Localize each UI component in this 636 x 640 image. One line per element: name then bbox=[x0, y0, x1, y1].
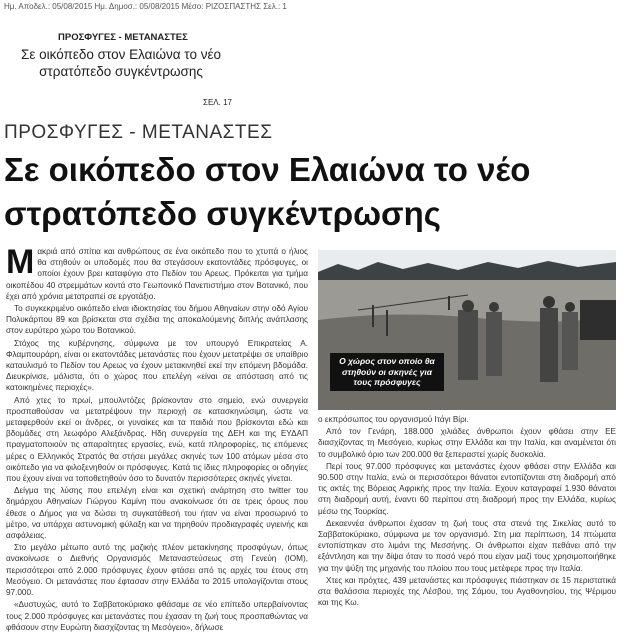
article-paragraph: Από τον Γενάρη, 188.000 χιλιάδες άνθρωποι έχουν φθάσει στην ΕΕ διασχίζοντας τη Μεσόγειο, κυρίως στην Ελλάδα και την Ιταλία, και αναμένεται ότι το συμβολικό όριο των 200.000 θα ξεπεραστεί χωρίς δυσκολία. bbox=[318, 427, 616, 459]
article-paragraph: Το συγκεκριμένο οικόπεδο είναι ιδιοκτησίας του δήμου Αθηναίων στην οδό Αγίου Πολυκάρπου 89 και βρίσκεται στα σχέδια της αποκαλούμενης διπλής ανάπλασης στον ευρύτερο χώρο του Βοτανικού. bbox=[6, 304, 308, 336]
clipping-meta-line: Ημ. Αποδελ.: 05/08/2015 Ημ. Δημοσ.: 05/08/2015 Μέσο: ΡΙΖΟΣΠΑΣΤΗΣ Σελ.: 1 bbox=[4, 2, 287, 11]
article-paragraph: Δείγμα της λύσης που επελέγη είναι και σχετική ανάρτηση στο twitter του δημάρχου Αθηναίων Γιώργου Καμίνη που ανακοίνωσε ότι σε τρεις όρους που έθεσε ο Δήμος για να δώσει τη συγκατάθεσή του ήταν να είναι προσωρινό το μέτρο, να υπάρχει αστυνομική φύλαξη και να τηρηθούν προδιαγραφές υγιεινής και ασφάλειας. bbox=[6, 486, 308, 541]
clipping-title: Σε οικόπεδο στον Ελαιώνα το νέο στρατόπεδο συγκέντρωσης bbox=[21, 47, 221, 79]
clipping-summary bbox=[18, 32, 224, 110]
drop-cap: Μ bbox=[6, 246, 35, 281]
article-left-column bbox=[6, 246, 308, 640]
article-paragraph: Χτες και πρόχτες, 439 μετανάστες και πρόσφυγες πιάστηκαν σε 15 περιστατικά στα θαλάσσια περιοχές της Λέσβου, της Σάμου, του Αγαθονησίου, της Ψέριμου και της Κω. bbox=[318, 575, 616, 608]
section-label: ΠΡΟΣΦΥΓΕΣ - ΜΕΤΑΝΑΣΤΕΣ bbox=[4, 122, 273, 143]
article-paragraph: Από χτες το πρωί, μπουλντόζες βρίσκονταν στο σημείο, ενώ συνεργεία προσπαθούσαν να μετατρέψουν την περιοχή σε κατασκηνώσιμη, ώστε να μεταφερθούν εκεί οι άνδρες, οι γυναίκες και τα παιδιά που βρίσκονται εδώ και βδομάδες στη λεωφόρο Αλεξάνδρας. Ηδη συνεργεία της ΔΕΗ και της ΕΥΔΑΠ πραγματοποιούν τις απαραίτητες εργασίες, ενώ, κατά πληροφορίες, τις επόμενες μέρες ο Ελληνικός Στρατός θα στήσει μεγάλες σκηνές των 100 ατόμων μέσα στο οικόπεδο για να φιλοξενηθούν οι πρόσφυγες. Κατά τις ίδιες πληροφορίες οι οδηγίες που έχουν είναι να τοποθετηθούν όσο το δυνατόν περισσότερες σκηνές γίνεται. bbox=[6, 395, 308, 484]
article-paragraph: «Δυστυχώς, αυτό το Σαββατοκύριακο φθάσαμε σε νέο επίπεδο υπερβαίνοντας τους 2.000 πρόσφυγες και μετανάστες που έχασαν τη ζωή τους προσπαθώντας να φθάσουν στην Ευρώπη διασχίζοντας τη Μεσόγειο», δήλωσε bbox=[6, 600, 308, 632]
photo-caption: Ο χώρος στον οποίο θα στηθούν οι σκηνές για τους πρόσφυγες bbox=[330, 353, 444, 391]
clipping-kicker: ΠΡΟΣΦΥΓΕΣ - ΜΕΤΑΝΑΣΤΕΣ bbox=[58, 32, 188, 43]
article-paragraph: ακριά από σπίτια και ανθρώπους σε ένα οικόπεδο που το χτυπά ο ήλιος θα στηθούν οι υποδομές που θα στεγάσουν εκατοντάδες πρόσφυγες, οι οποίοι έχουν βρει καταφύγιο στο Πεδίον του Αρεως. Πρόκειται για τμήμα οικοπέδου 40 στρεμμάτων κοντά στο Γεωπονικό Πανεπιστήμιο στον Βοτανικό, που έχει από χρόνια μετατραπεί σε εργοτάξιο. bbox=[6, 247, 308, 301]
article-paragraph: ο εκπρόσωπος του οργανισμού Ιτάγι Βίρι. bbox=[318, 415, 469, 424]
article-headline: Σε οικόπεδο στον Ελαιώνα το νέο στρατόπεδο συγκέντρωσης bbox=[4, 151, 531, 232]
article-photo bbox=[318, 250, 616, 410]
article-paragraph: Δεκαεννέα άνθρωποι έχασαν τη ζωή τους στα στενά της Σικελίας αυτό το Σαββατοκύριακο, σύμφωνα με τον οργανισμό. Στη μια περίπτωση, 14 πτώματα εντοπίστηκαν στο λιμάνι της Μεσσήνης. Οι άνθρωποι είχαν πεθάνει από την εξάντληση και την δίψα όταν το ποσό νερό που είχαν μαζί τους χρησιμοποιήθηκε για την ψύξη της μηχανής του πλοίου που τους μετέφερε προς την Ιταλία. bbox=[318, 518, 616, 573]
article-right-column bbox=[318, 414, 616, 640]
clipping-page-ref: ΣΕΛ. 17 bbox=[203, 98, 232, 107]
article-paragraph: Περί τους 97.000 πρόσφυγες και μετανάστες έχουν φθάσει στην Ελλάδα και 90.500 στην Ιταλία, ενώ οι περισσότεροι θάνατοι εντοπίζονται στη διαδρομή από τις ακτές της Βόρειας Αφρικής προς την Ιταλία. Εχουν καταγραφεί 1.930 θάνατοι στη διαδρομή αυτή, έναντι 60 περίπου στη διαδρομή προς την Ελλάδα, κυρίως μέσω της Τουρκίας. bbox=[318, 461, 616, 516]
article-paragraph: Στόχος της κυβέρνησης, σύμφωνα με τον υπουργό Επικρατείας Α. Φλαμπουράρη, είναι οι εκατοντάδες μετανάστες που έχουν μετατρέψει σε υπαίθριο καταυλισμό το Πεδίον του Αρεως να έχουν μετακινηθεί εκεί την επόμενη βδομάδα. Διευκρίνισε, μάλιστα, ότι ο χώρος που επελέγη «είναι σε απόσταση από τις κατοικημένες περιοχές». bbox=[6, 338, 308, 393]
article-paragraph: Στο μεγάλο μέτωπο αυτό της μαζικής πλέον μετακίνησης προσφύγων, όπως ανακοίνωσε ο Διεθνής Οργανισμός Μεταναστεύσεως στη Γενεύη (ΙΟΜ), περισσότεροι από 2.000 πρόσφυγες έχουν φτάσει από τις αρχές του έτους στη Μεσόγειο. Οι μετανάστες που έφτασαν στην Ελλάδα το 2015 υπολογίζονται στους 97.000. bbox=[6, 543, 308, 598]
